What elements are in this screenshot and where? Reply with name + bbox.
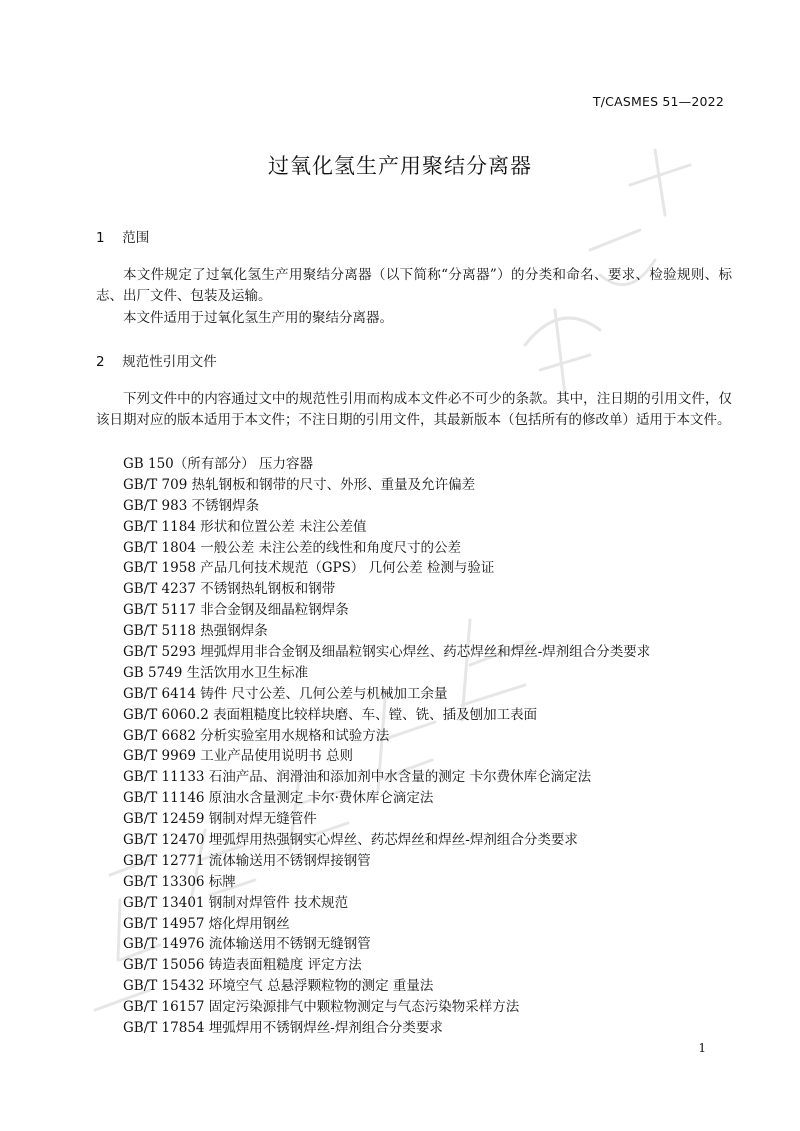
reference-item: GB/T 6414 铸件 尺寸公差、几何公差与机械加工余量 [123, 685, 448, 702]
reference-item: GB/T 12459 钢制对焊无缝管件 [123, 811, 317, 828]
reference-item: GB/T 4237 不锈钢热轧钢板和钢带 [123, 581, 336, 598]
reference-item: GB/T 1804 一般公差 未注公差的线性和角度尺寸的公差 [123, 539, 461, 556]
reference-item: GB/T 11133 石油产品、润滑油和添加剂中水含量的测定 卡尔费休库仑滴定法 [123, 769, 592, 786]
reference-item: GB/T 15056 铸造表面粗糙度 评定方法 [123, 957, 362, 974]
section-number: 2 [96, 354, 105, 370]
reference-item: GB/T 6060.2 表面粗糙度比较样块磨、车、镗、铣、插及刨加工表面 [123, 706, 538, 723]
scope-paragraph-1: 本文件规定了过氧化氢生产用聚结分离器（以下简称“分离器”）的分类和命名、要求、检验规则、标志、出厂文件、包装及运输。 [96, 267, 732, 304]
scope-paragraph-2: 本文件适用于过氧化氢生产用的聚结分离器。 [123, 310, 393, 326]
references-intro-paragraph: 下列文件中的内容通过文中的规范性引用而构成本文件必不可少的条款。其中，注日期的引用文件，仅该日期对应的版本适用于本文件；不注日期的引用文件，其最新版本（包括所有的修改单）适用于本文件。 [96, 391, 732, 428]
reference-item: GB/T 13306 标牌 [123, 873, 236, 890]
normative-references-list [123, 454, 743, 1039]
reference-item: GB/T 983 不锈钢焊条 [123, 497, 260, 514]
reference-item: GB/T 12470 埋弧焊用热强钢实心焊丝、药芯焊丝和焊丝-焊剂组合分类要求 [123, 832, 578, 849]
reference-item: GB/T 5117 非合金钢及细晶粒钢焊条 [123, 602, 349, 619]
document-title: 过氧化氢生产用聚结分离器 [268, 154, 532, 178]
reference-item: GB/T 9969 工业产品使用说明书 总则 [123, 748, 353, 765]
reference-item: GB/T 13401 钢制对焊管件 技术规范 [123, 894, 349, 911]
reference-item: GB/T 17854 埋弧焊用不锈钢焊丝-焊剂组合分类要求 [123, 1020, 443, 1037]
reference-item: GB/T 5118 热强钢焊条 [123, 623, 268, 640]
reference-item: GB/T 14976 流体输送用不锈钢无缝钢管 [123, 936, 371, 953]
reference-item: GB 150（所有部分） 压力容器 [123, 456, 314, 472]
reference-item: GB/T 15432 环境空气 总悬浮颗粒物的测定 重量法 [123, 978, 434, 995]
reference-item: GB/T 6682 分析实验室用水规格和试验方法 [123, 727, 390, 744]
section-number: 1 [96, 230, 105, 246]
reference-item: GB/T 16157 固定污染源排气中颗粒物测定与气态污染物采样方法 [123, 999, 520, 1016]
section-title: 规范性引用文件 [122, 354, 217, 370]
reference-item: GB/T 1184 形状和位置公差 未注公差值 [123, 518, 367, 535]
section-title: 范围 [122, 230, 150, 246]
reference-item: GB/T 1958 产品几何技术规范（GPS） 几何公差 检测与验证 [123, 560, 495, 577]
reference-item: GB/T 14957 熔化焊用钢丝 [123, 915, 290, 932]
reference-item: GB/T 5293 埋弧焊用非合金钢及细晶粒钢实心焊丝、药芯焊丝和焊丝-焊剂组合分类要求 [123, 644, 651, 661]
reference-item: GB/T 12771 流体输送用不锈钢焊接钢管 [123, 852, 371, 869]
reference-item: GB/T 709 热轧钢板和钢带的尺寸、外形、重量及允许偏差 [123, 476, 476, 493]
section-2-heading [96, 350, 217, 370]
reference-item: GB/T 11146 原油水含量测定 卡尔·费休库仑滴定法 [123, 790, 434, 807]
page-number: 1 [698, 1041, 706, 1055]
standard-code: T/CASMES 51—2022 [592, 94, 724, 109]
section-1-heading [96, 226, 149, 246]
reference-item: GB 5749 生活饮用水卫生标准 [123, 664, 309, 681]
